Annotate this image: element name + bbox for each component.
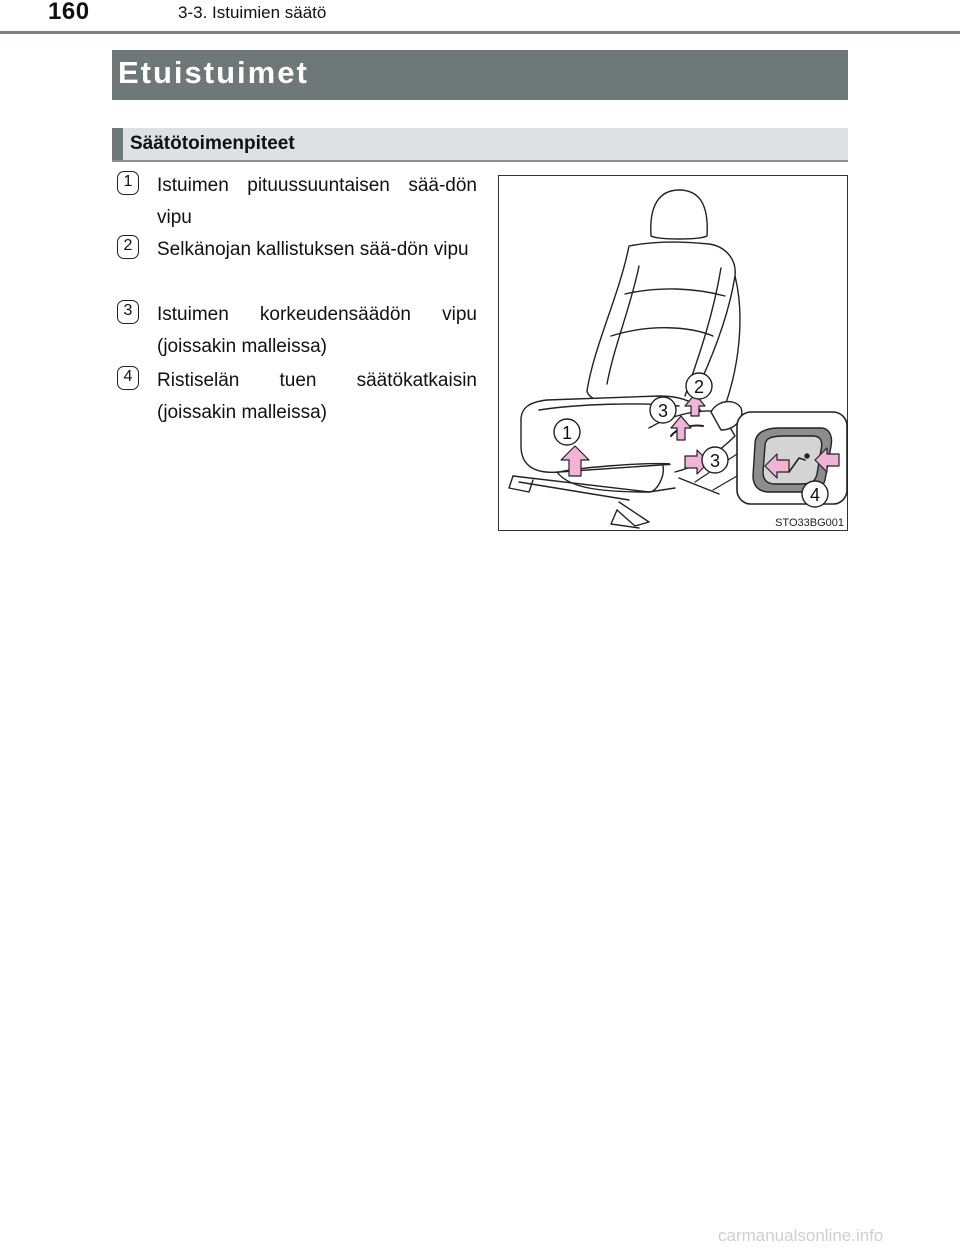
item-number-badge: 1 — [117, 171, 139, 195]
subsection-accent-bar — [112, 128, 123, 160]
subsection-underline — [112, 160, 848, 162]
section-title: Etuistuimet — [118, 55, 309, 90]
figure-code: STO33BG001 — [775, 517, 844, 529]
header-rule — [0, 31, 960, 34]
callout-3a: 3 — [657, 401, 669, 421]
callout-2: 2 — [693, 377, 705, 397]
callout-3b: 3 — [709, 451, 721, 471]
callout-1: 1 — [561, 423, 573, 443]
subsection-title: Säätötoimenpiteet — [130, 133, 295, 154]
item-number-badge: 2 — [117, 235, 139, 259]
page-number: 160 — [48, 0, 90, 25]
item-text: Istuimen korkeudensäädön vipu (joissakin malleissa) — [157, 304, 477, 357]
chapter-title: 3-3. Istuimien säätö — [178, 3, 327, 22]
watermark: carmanualsonline.info — [718, 1226, 884, 1245]
callout-4: 4 — [809, 485, 821, 505]
seat-illustration — [498, 175, 848, 531]
item-text: Istuimen pituussuuntaisen sää-dön vipu — [157, 175, 477, 228]
item-text: Ristiselän tuen säätökatkaisin (joissakin malleissa) — [157, 370, 477, 423]
item-text: Selkänojan kallistuksen sää-dön vipu — [157, 239, 469, 260]
item-number-badge: 3 — [117, 300, 139, 324]
seat-drawing — [499, 176, 849, 532]
item-number-badge: 4 — [117, 366, 139, 390]
